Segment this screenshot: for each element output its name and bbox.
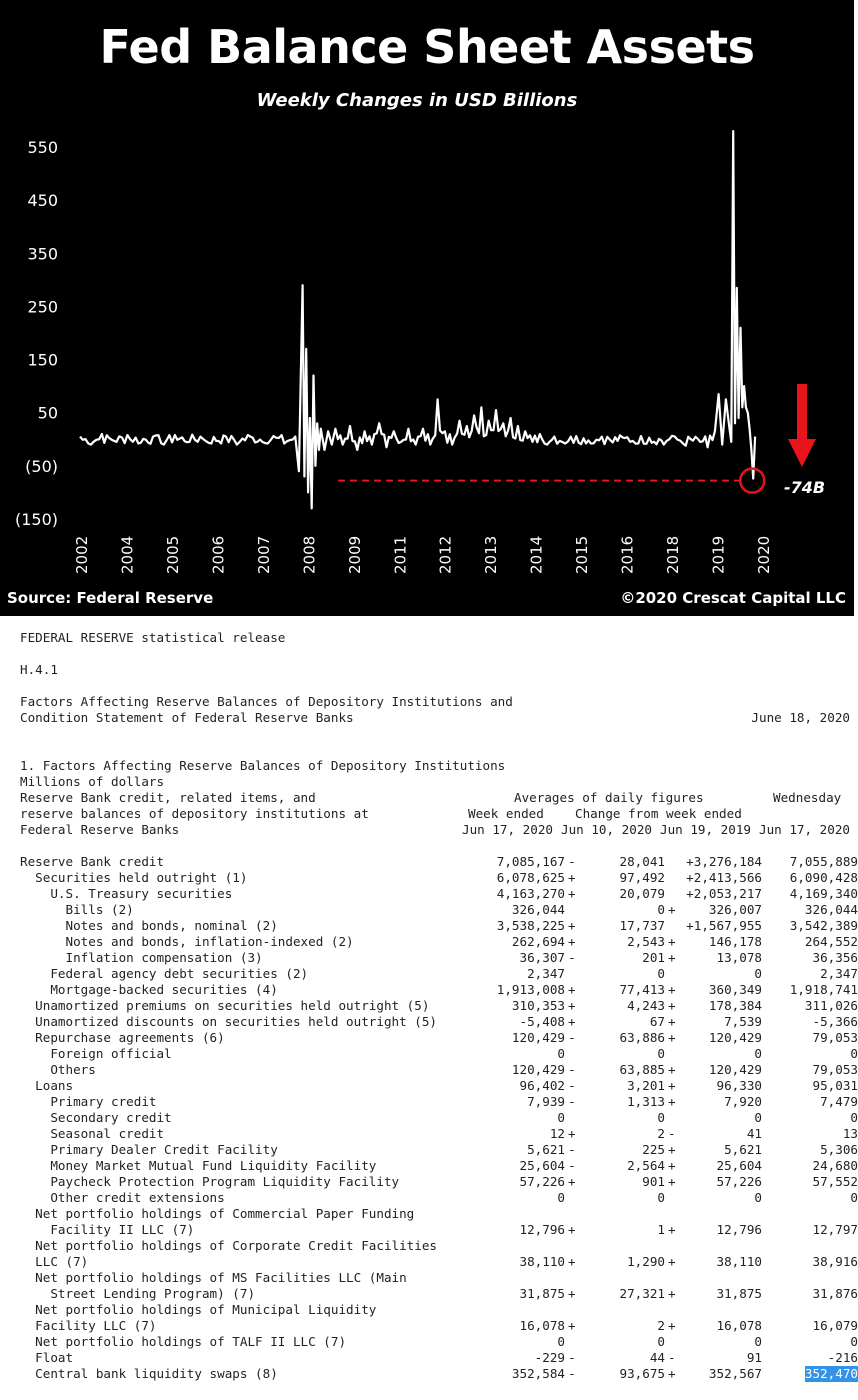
- annotation-label: -74B: [784, 478, 826, 497]
- table-row: [20, 854, 858, 870]
- week-ended-value: -229: [534, 1350, 565, 1365]
- x-tick-label: 2008: [300, 535, 319, 574]
- copyright-label: ©2020 Crescat Capital LLC: [620, 589, 846, 607]
- change-year-value: 0: [754, 1334, 762, 1349]
- change-sign-2: +: [668, 1062, 676, 1077]
- week-ended-value: 2,347: [527, 966, 565, 981]
- week-ended-value: 310,353: [511, 998, 565, 1013]
- wednesday-value: 0: [850, 1110, 858, 1125]
- x-tick-label: 2015: [573, 535, 592, 574]
- row-label: Foreign official: [20, 1046, 172, 1061]
- week-ended-value: 5,621: [527, 1142, 565, 1157]
- week-ended-value: 12: [549, 1126, 565, 1141]
- change-year-value: +3,276,184: [686, 854, 762, 869]
- y-tick-label: 50: [37, 403, 58, 423]
- header-week-ended: Week ended: [468, 806, 544, 821]
- wednesday-value: 79,053: [812, 1030, 858, 1045]
- change-week-value: 2,564: [627, 1158, 665, 1173]
- change-year-value: 120,429: [708, 1062, 762, 1077]
- change-sign-2: +: [668, 982, 676, 997]
- table-row: [20, 1046, 858, 1062]
- change-week-value: 44: [649, 1350, 665, 1365]
- wednesday-value: 16,079: [812, 1318, 858, 1333]
- week-ended-value: 326,044: [511, 902, 565, 917]
- x-tick-label: 2020: [755, 535, 773, 574]
- change-sign-1: -: [568, 950, 576, 965]
- wednesday-value: 311,026: [804, 998, 858, 1013]
- wednesday-value: 0: [850, 1190, 858, 1205]
- down-arrow-head: [788, 439, 816, 467]
- change-week-value: 201: [642, 950, 665, 965]
- week-ended-value: 25,604: [519, 1158, 565, 1173]
- heading-line-2: Condition Statement of Federal Reserve Banks: [20, 710, 354, 725]
- x-tick-label: 2002: [73, 535, 91, 574]
- y-tick-label: 250: [27, 297, 58, 317]
- table-row: [20, 886, 858, 902]
- change-year-value: 146,178: [708, 934, 762, 949]
- wednesday-value: 7,479: [820, 1094, 858, 1109]
- change-week-value: 901: [642, 1174, 665, 1189]
- change-sign-1: -: [568, 1350, 576, 1365]
- wednesday-value: 0: [850, 1046, 858, 1061]
- wednesday-value: 0: [850, 1334, 858, 1349]
- header-left-1: Reserve Bank credit, related items, and: [20, 790, 316, 805]
- table-row: [20, 1222, 858, 1238]
- change-year-value: 178,384: [708, 998, 762, 1013]
- row-label: Net portfolio holdings of Municipal Liquidity: [20, 1302, 377, 1317]
- change-sign-2: +: [668, 1366, 676, 1381]
- table-row: [20, 1014, 858, 1030]
- x-tick-label: 2018: [664, 535, 683, 574]
- change-year-value: +2,053,217: [686, 886, 762, 901]
- change-sign-2: +: [668, 1014, 676, 1029]
- change-sign-1: +: [568, 934, 576, 949]
- week-ended-value: 4,163,270: [496, 886, 565, 901]
- table-row: [20, 982, 858, 998]
- y-tick-label: 550: [27, 138, 58, 157]
- change-sign-2: +: [668, 1222, 676, 1237]
- table-row: [20, 1350, 858, 1366]
- table-row: [20, 1206, 850, 1222]
- wednesday-value: 24,680: [812, 1158, 858, 1173]
- row-label: Other credit extensions: [20, 1190, 225, 1205]
- change-year-value: 12,796: [716, 1222, 762, 1237]
- header-jun19: Jun 19, 2019: [660, 822, 751, 837]
- table-row: [20, 1270, 850, 1286]
- table-row: [20, 1366, 858, 1382]
- release-code: H.4.1: [20, 662, 58, 677]
- table-row: [20, 870, 858, 886]
- change-year-value: 120,429: [708, 1030, 762, 1045]
- wednesday-value: 36,356: [812, 950, 858, 965]
- table-row: [20, 902, 858, 918]
- release-date: June 18, 2020: [751, 710, 850, 725]
- wednesday-value: 6,090,428: [789, 870, 858, 885]
- change-week-value: 2: [657, 1126, 665, 1141]
- change-year-value: 7,539: [724, 1014, 762, 1029]
- row-label: Primary Dealer Credit Facility: [20, 1142, 278, 1157]
- wednesday-value: 326,044: [804, 902, 858, 917]
- change-week-value: 63,885: [619, 1062, 665, 1077]
- change-year-value: 31,875: [716, 1286, 762, 1301]
- change-sign-1: -: [568, 1158, 576, 1173]
- change-year-value: 25,604: [716, 1158, 762, 1173]
- wednesday-value: 352,470: [804, 1366, 858, 1381]
- row-label: Street Lending Program) (7): [20, 1286, 256, 1301]
- row-label: Primary credit: [20, 1094, 157, 1109]
- change-week-value: 97,492: [619, 870, 665, 885]
- wednesday-value: 2,347: [820, 966, 858, 981]
- change-year-value: 16,078: [716, 1318, 762, 1333]
- row-label: Float: [20, 1350, 74, 1365]
- change-sign-2: +: [668, 902, 676, 917]
- change-year-value: 96,330: [716, 1078, 762, 1093]
- change-week-value: 4,243: [627, 998, 665, 1013]
- week-ended-value: 0: [557, 1334, 565, 1349]
- row-label: Repurchase agreements (6): [20, 1030, 225, 1045]
- week-ended-value: 57,226: [519, 1174, 565, 1189]
- change-sign-1: -: [568, 1030, 576, 1045]
- header-left-2: reserve balances of depository institutions at: [20, 806, 369, 821]
- week-ended-value: 31,875: [519, 1286, 565, 1301]
- change-year-value: 41: [746, 1126, 762, 1141]
- change-week-value: 0: [657, 1110, 665, 1125]
- table-row: [20, 1190, 858, 1206]
- row-label: Seasonal credit: [20, 1126, 165, 1141]
- change-sign-1: -: [568, 1078, 576, 1093]
- wednesday-value: 57,552: [812, 1174, 858, 1189]
- row-label: Central bank liquidity swaps (8): [20, 1366, 278, 1381]
- week-ended-value: 120,429: [511, 1062, 565, 1077]
- wednesday-value: 38,916: [812, 1254, 858, 1269]
- header-left-3: Federal Reserve Banks: [20, 822, 180, 837]
- row-label: Inflation compensation (3): [20, 950, 263, 965]
- change-sign-2: +: [668, 1078, 676, 1093]
- table-row: [20, 1174, 858, 1190]
- change-sign-1: -: [568, 1062, 576, 1077]
- x-tick-label: 2004: [118, 535, 137, 574]
- x-tick-label: 2007: [254, 535, 273, 574]
- x-tick-label: 2012: [436, 535, 455, 574]
- change-week-value: 77,413: [619, 982, 665, 997]
- change-sign-1: +: [568, 998, 576, 1013]
- change-week-value: 0: [657, 1046, 665, 1061]
- change-week-value: 2,543: [627, 934, 665, 949]
- change-sign-2: +: [668, 1158, 676, 1173]
- header-change: Change from week ended: [575, 806, 742, 821]
- row-label: Net portfolio holdings of Commercial Paper Funding: [20, 1206, 415, 1221]
- line-chart: [0, 0, 854, 616]
- row-label: Loans: [20, 1078, 74, 1093]
- change-year-value: 326,007: [708, 902, 762, 917]
- change-sign-1: +: [568, 1286, 576, 1301]
- change-year-value: 0: [754, 1190, 762, 1205]
- table-row: [20, 950, 858, 966]
- row-label: Facility LLC (7): [20, 1318, 157, 1333]
- week-ended-value: 7,085,167: [496, 854, 565, 869]
- row-label: U.S. Treasury securities: [20, 886, 233, 901]
- change-year-value: 57,226: [716, 1174, 762, 1189]
- wednesday-value: 5,306: [820, 1142, 858, 1157]
- change-year-value: 7,920: [724, 1094, 762, 1109]
- week-ended-value: 0: [557, 1110, 565, 1125]
- table-row: [20, 1126, 858, 1142]
- y-tick-label: (50): [25, 456, 58, 476]
- change-week-value: 1: [657, 1222, 665, 1237]
- table-row: [20, 1142, 858, 1158]
- change-sign-2: +: [668, 1318, 676, 1333]
- change-sign-2: +: [668, 1174, 676, 1189]
- header-jun17: Jun 17, 2020: [462, 822, 553, 837]
- change-year-value: +1,567,955: [686, 918, 762, 933]
- x-tick-label: 2005: [163, 535, 182, 574]
- week-ended-value: 38,110: [519, 1254, 565, 1269]
- row-label: Secondary credit: [20, 1110, 172, 1125]
- row-label: Net portfolio holdings of MS Facilities LLC (Main: [20, 1270, 407, 1285]
- table-row: [20, 1110, 858, 1126]
- wednesday-value: 4,169,340: [789, 886, 858, 901]
- change-year-value: 13,078: [716, 950, 762, 965]
- row-label: Others: [20, 1062, 96, 1077]
- wednesday-value: -216: [827, 1350, 858, 1365]
- chart-panel: [0, 0, 854, 616]
- y-tick-label: 450: [27, 191, 58, 211]
- change-year-value: 0: [754, 1110, 762, 1125]
- change-week-value: 93,675: [619, 1366, 665, 1381]
- x-tick-label: 2013: [482, 535, 501, 574]
- change-sign-1: +: [568, 1174, 576, 1189]
- wednesday-value: 79,053: [812, 1062, 858, 1077]
- week-ended-value: 0: [557, 1190, 565, 1205]
- change-sign-1: -: [568, 1366, 576, 1381]
- change-week-value: 0: [657, 902, 665, 917]
- change-sign-2: +: [668, 1030, 676, 1045]
- table-row: [20, 918, 858, 934]
- release-title: FEDERAL RESERVE statistical release: [20, 630, 286, 645]
- table-row: [20, 1094, 858, 1110]
- header-jun10: Jun 10, 2020: [561, 822, 652, 837]
- change-year-value: 91: [746, 1350, 762, 1365]
- wednesday-value: 12,797: [812, 1222, 858, 1237]
- row-label: Net portfolio holdings of TALF II LLC (7): [20, 1334, 347, 1349]
- week-ended-value: 12,796: [519, 1222, 565, 1237]
- change-year-value: 0: [754, 966, 762, 981]
- wednesday-value: 31,876: [812, 1286, 858, 1301]
- week-ended-value: 120,429: [511, 1030, 565, 1045]
- wednesday-value: 7,055,889: [789, 854, 858, 869]
- chart-title: Fed Balance Sheet Assets: [99, 20, 755, 74]
- change-sign-1: +: [568, 982, 576, 997]
- change-week-value: 67: [649, 1014, 665, 1029]
- wednesday-value: -5,366: [812, 1014, 858, 1029]
- week-ended-value: 262,694: [511, 934, 565, 949]
- change-year-value: 360,349: [708, 982, 762, 997]
- week-ended-value: 6,078,625: [496, 870, 565, 885]
- wednesday-value: 1,918,741: [789, 982, 858, 997]
- y-tick-label: 350: [27, 244, 58, 264]
- change-sign-1: +: [568, 870, 576, 885]
- row-label: Securities held outright (1): [20, 870, 248, 885]
- heading-line-1: Factors Affecting Reserve Balances of Depository Institutions and: [20, 694, 513, 709]
- week-ended-value: 0: [557, 1046, 565, 1061]
- section-title: 1. Factors Affecting Reserve Balances of Depository Institutions: [20, 758, 506, 773]
- row-label: Paycheck Protection Program Liquidity Facility: [20, 1174, 400, 1189]
- row-label: Notes and bonds, nominal (2): [20, 918, 278, 933]
- change-sign-2: +: [668, 998, 676, 1013]
- x-tick-label: 2006: [209, 535, 228, 574]
- down-arrow-shaft: [797, 384, 807, 440]
- change-week-value: 17,737: [619, 918, 665, 933]
- h41-document: [20, 630, 858, 1400]
- change-sign-2: +: [668, 950, 676, 965]
- change-sign-1: +: [568, 1014, 576, 1029]
- week-ended-value: -5,408: [519, 1014, 565, 1029]
- row-label: LLC (7): [20, 1254, 89, 1269]
- row-label: Facility II LLC (7): [20, 1222, 195, 1237]
- change-week-value: 0: [657, 1334, 665, 1349]
- table-row: [20, 966, 858, 982]
- table-row: [20, 1062, 858, 1078]
- table-row: [20, 1078, 858, 1094]
- change-week-value: 1,290: [627, 1254, 665, 1269]
- x-tick-label: 2016: [618, 535, 637, 574]
- change-sign-2: +: [668, 934, 676, 949]
- row-label: Unamortized discounts on securities held outright (5): [20, 1014, 438, 1029]
- week-ended-value: 36,307: [519, 950, 565, 965]
- x-tick-label: 2019: [709, 535, 728, 574]
- row-label: Notes and bonds, inflation-indexed (2): [20, 934, 354, 949]
- change-year-value: 352,567: [708, 1366, 762, 1381]
- change-week-value: 0: [657, 1190, 665, 1205]
- change-sign-2: -: [668, 1126, 676, 1141]
- row-label: Net portfolio holdings of Corporate Credit Facilities: [20, 1238, 438, 1253]
- y-tick-label: (150): [14, 510, 58, 529]
- change-sign-1: +: [568, 1126, 576, 1141]
- change-week-value: 20,079: [619, 886, 665, 901]
- change-year-value: 5,621: [724, 1142, 762, 1157]
- table-row: [20, 934, 858, 950]
- table-row: [20, 1158, 858, 1174]
- week-ended-value: 16,078: [519, 1318, 565, 1333]
- table-row: [20, 1030, 858, 1046]
- change-sign-1: +: [568, 1254, 576, 1269]
- wednesday-value: 95,031: [812, 1078, 858, 1093]
- change-sign-1: -: [568, 1142, 576, 1157]
- change-week-value: 28,041: [619, 854, 665, 869]
- change-year-value: 0: [754, 1046, 762, 1061]
- y-tick-label: 150: [27, 350, 58, 370]
- source-label: Source: Federal Reserve: [7, 589, 214, 607]
- change-sign-1: +: [568, 1318, 576, 1333]
- change-week-value: 3,201: [627, 1078, 665, 1093]
- change-week-value: 2: [657, 1318, 665, 1333]
- row-label: Bills (2): [20, 902, 134, 917]
- change-week-value: 1,313: [627, 1094, 665, 1109]
- table-row: [20, 1302, 850, 1318]
- change-year-value: +2,413,566: [686, 870, 762, 885]
- change-sign-1: +: [568, 1222, 576, 1237]
- change-sign-1: -: [568, 1094, 576, 1109]
- change-sign-2: +: [668, 1094, 676, 1109]
- change-sign-2: -: [668, 1350, 676, 1365]
- row-label: Mortgage-backed securities (4): [20, 982, 278, 997]
- week-ended-value: 1,913,008: [496, 982, 565, 997]
- change-sign-1: +: [568, 918, 576, 933]
- table-row: [20, 998, 858, 1014]
- units-label: Millions of dollars: [20, 774, 165, 789]
- table-row: [20, 1334, 858, 1350]
- change-year-value: 38,110: [716, 1254, 762, 1269]
- change-week-value: 225: [642, 1142, 665, 1157]
- change-week-value: 27,321: [619, 1286, 665, 1301]
- x-tick-label: 2009: [345, 535, 364, 574]
- week-ended-value: 3,538,225: [496, 918, 565, 933]
- wednesday-value: 13: [842, 1126, 858, 1141]
- header-averages: Averages of daily figures: [514, 790, 704, 805]
- week-ended-value: 352,584: [511, 1366, 565, 1381]
- wednesday-value: 3,542,389: [789, 918, 858, 933]
- row-label: Unamortized premiums on securities held outright (5): [20, 998, 430, 1013]
- table-row: [20, 1254, 858, 1270]
- change-sign-2: +: [668, 1142, 676, 1157]
- table-row: [20, 1286, 858, 1302]
- week-ended-value: 7,939: [527, 1094, 565, 1109]
- row-label: Money Market Mutual Fund Liquidity Facility: [20, 1158, 377, 1173]
- header-wednesday: Wednesday: [773, 790, 842, 805]
- week-ended-value: 96,402: [519, 1078, 565, 1093]
- change-week-value: 63,886: [619, 1030, 665, 1045]
- table-row: [20, 1238, 850, 1254]
- series-line-weekly-change: [80, 131, 755, 508]
- change-week-value: 0: [657, 966, 665, 981]
- change-sign-1: +: [568, 886, 576, 901]
- table-row: [20, 1318, 858, 1334]
- change-sign-1: -: [568, 854, 576, 869]
- x-tick-label: 2014: [527, 535, 546, 574]
- row-label: Federal agency debt securities (2): [20, 966, 309, 981]
- header-wed-date: Jun 17, 2020: [759, 822, 850, 837]
- row-label: Reserve Bank credit: [20, 854, 165, 869]
- wednesday-value: 264,552: [804, 934, 858, 949]
- change-sign-2: +: [668, 1286, 676, 1301]
- chart-subtitle: Weekly Changes in USD Billions: [256, 90, 578, 111]
- change-sign-2: +: [668, 1254, 676, 1269]
- x-tick-label: 2011: [391, 535, 410, 574]
